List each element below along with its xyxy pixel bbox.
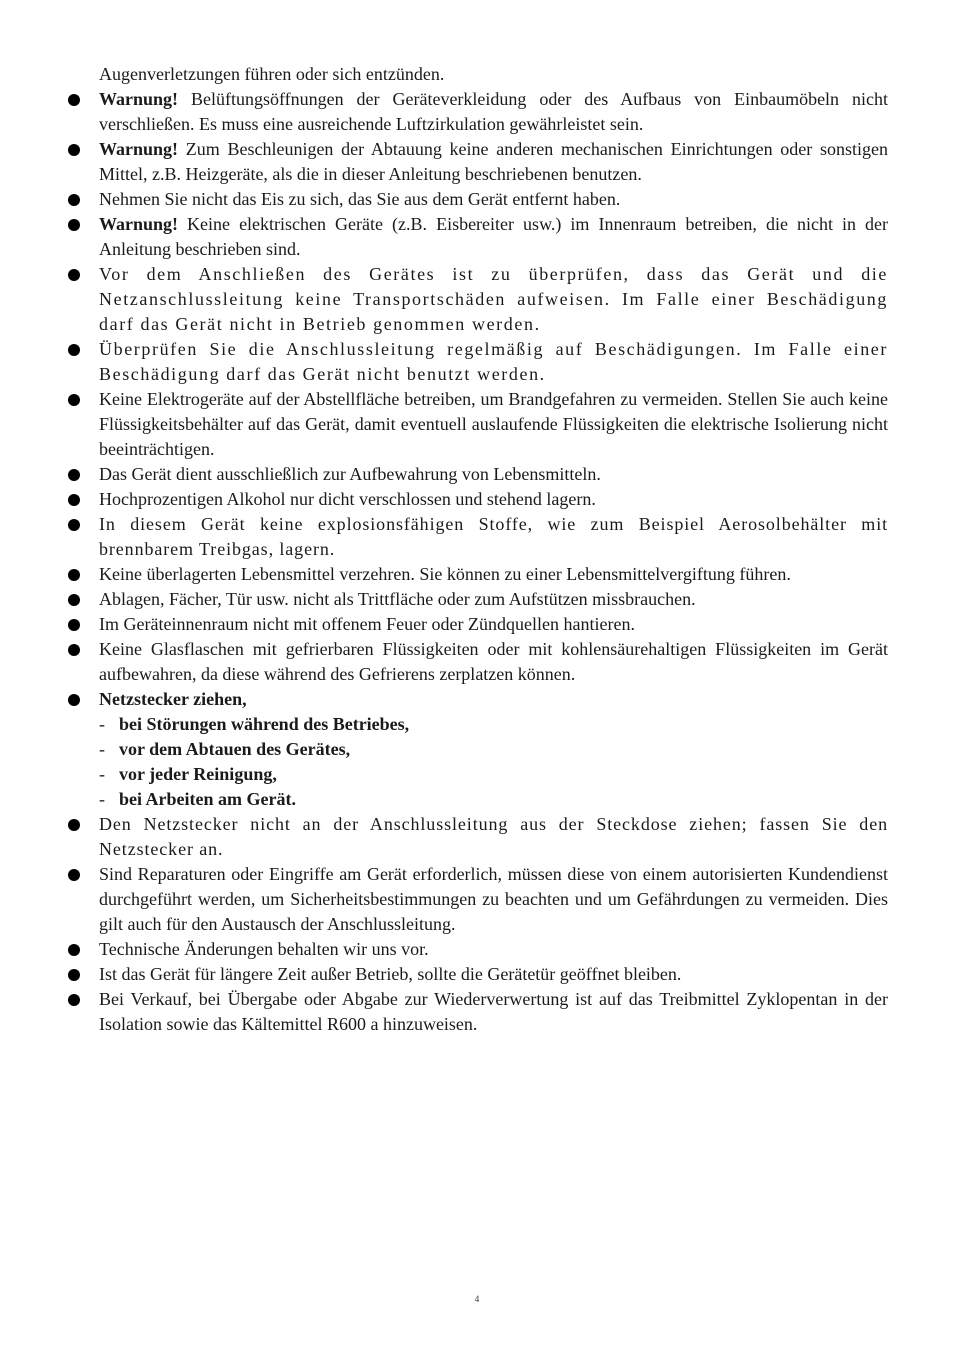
bullet-icon [68,194,80,206]
item-text: Zum Beschleunigen der Abtauung keine anderen mechanischen Einrichtungen oder sonstigen Mittel, z.B. Heizgeräte, als die in dieser Anleitung beschriebenen benutzen. [99,139,888,184]
item-text: Im Geräteinnenraum nicht mit offenem Feuer oder Zündquellen hantieren. [99,614,635,634]
item-text: Nehmen Sie nicht das Eis zu sich, das Sie aus dem Gerät entfernt haben. [99,189,621,209]
sub-item [99,737,888,762]
item-text: Vor dem Anschließen des Gerätes ist zu überprüfen, dass das Gerät und die Netzanschlussleitung keine Transportschäden aufweisen. Im Falle einer Beschädigung darf das Gerät nicht in Betrieb genommen werden. [99,264,888,334]
warning-label: Warnung! [99,139,179,159]
warning-label: Warnung! [99,89,179,109]
item-text: In diesem Gerät keine explosionsfähigen Stoffe, wie zum Beispiel Aerosolbehälter mit brennbarem Treibgas, lagern. [99,514,888,559]
bullet-icon [68,344,80,356]
bullet-icon [68,994,80,1006]
bullet-icon [68,494,80,506]
bullet-icon [68,569,80,581]
list-item [66,87,888,137]
unplug-sublist [99,712,888,812]
sub-item-text: bei Arbeiten am Gerät. [119,789,296,809]
list-item [66,262,888,337]
dash-marker: - [99,714,105,734]
warning-label: Warnung! [99,214,179,234]
bullet-icon [68,869,80,881]
list-item [66,212,888,262]
list-item [66,637,888,687]
unplug-heading: Netzstecker ziehen, [99,689,247,709]
item-text: Belüftungsöffnungen der Geräteverkleidung oder des Aufbaus von Einbaumöbeln nicht verschließen. Es muss eine ausreichende Luftzirkulation gewährleistet sein. [99,89,888,134]
bullet-icon [68,944,80,956]
sub-item [99,762,888,787]
bullet-icon [68,94,80,106]
bullet-icon [68,819,80,831]
list-item [66,562,888,587]
sub-item-text: bei Störungen während des Betriebes, [119,714,410,734]
bullet-icon [68,519,80,531]
sub-item [99,787,888,812]
list-item [66,137,888,187]
list-item [66,862,888,937]
item-text: Ablagen, Fächer, Tür usw. nicht als Trittfläche oder zum Aufstützen missbrauchen. [99,589,696,609]
list-item [66,812,888,862]
list-item [66,187,888,212]
list-item [66,962,888,987]
page-number: 4 [474,1294,480,1304]
item-text: Keine Glasflaschen mit gefrierbaren Flüssigkeiten oder mit kohlensäurehaltigen Flüssigkeiten im Gerät aufbewahren, da diese während des Gefrierens zerplatzen können. [99,639,888,684]
dash-marker: - [99,764,105,784]
item-text: Hochprozentigen Alkohol nur dicht verschlossen und stehend lagern. [99,489,596,509]
bullet-icon [68,644,80,656]
safety-instructions [66,62,888,1037]
item-text: Den Netzstecker nicht an der Anschlussleitung aus der Steckdose ziehen; fassen Sie den Netzstecker an. [99,814,888,859]
item-text: Technische Änderungen behalten wir uns vor. [99,939,429,959]
item-text: Ist das Gerät für längere Zeit außer Betrieb, sollte die Gerätetür geöffnet bleiben. [99,964,682,984]
list-item-unplug [66,687,888,812]
bullet-icon [68,219,80,231]
dash-marker: - [99,789,105,809]
dash-marker: - [99,739,105,759]
list-item [66,987,888,1037]
bullet-list [66,87,888,1037]
item-text: Keine Elektrogeräte auf der Abstellfläche betreiben, um Brandgefahren zu vermeiden. Stellen Sie auch keine Flüssigkeitsbehälter auf das Gerät, damit eventuell auslaufende Flüssigkeiten die elektrische Isolierung nicht beeinträchtigen. [99,389,888,459]
list-item [66,387,888,462]
bullet-icon [68,394,80,406]
bullet-icon [68,144,80,156]
item-text: Sind Reparaturen oder Eingriffe am Gerät erforderlich, müssen diese von einem autorisierten Kundendienst durchgeführt werden, um Sicherheitsbestimmungen zu beachten und um Gefährdungen zu vermeiden. Dies gilt auch für den Austausch der Anschlussleitung. [99,864,888,934]
item-text: Bei Verkauf, bei Übergabe oder Abgabe zur Wiederverwertung ist auf das Treibmittel Zyklopentan in der Isolation sowie das Kältemittel R600 a hinzuweisen. [99,989,888,1034]
list-item [66,587,888,612]
sub-item-text: vor jeder Reinigung, [119,764,277,784]
bullet-icon [68,469,80,481]
item-text: Keine überlagerten Lebensmittel verzehren. Sie können zu einer Lebensmittelvergiftung führen. [99,564,791,584]
continuation-line: Augenverletzungen führen oder sich entzünden. [99,64,445,84]
sub-item-text: vor dem Abtauen des Gerätes, [119,739,351,759]
list-item [66,512,888,562]
list-item [66,612,888,637]
list-item [66,337,888,387]
bullet-icon [68,619,80,631]
sub-item [99,712,888,737]
item-text: Das Gerät dient ausschließlich zur Aufbewahrung von Lebensmitteln. [99,464,601,484]
list-item [66,937,888,962]
list-item [66,462,888,487]
list-item [66,487,888,512]
bullet-icon [68,594,80,606]
bullet-icon [68,969,80,981]
item-text: Überprüfen Sie die Anschlussleitung regelmäßig auf Beschädigungen. Im Falle einer Beschädigung darf das Gerät nicht benutzt werden. [99,339,888,384]
bullet-icon [68,694,80,706]
item-text: Keine elektrischen Geräte (z.B. Eisbereiter usw.) im Innenraum betreiben, die nicht in der Anleitung beschrieben sind. [99,214,888,259]
bullet-icon [68,269,80,281]
